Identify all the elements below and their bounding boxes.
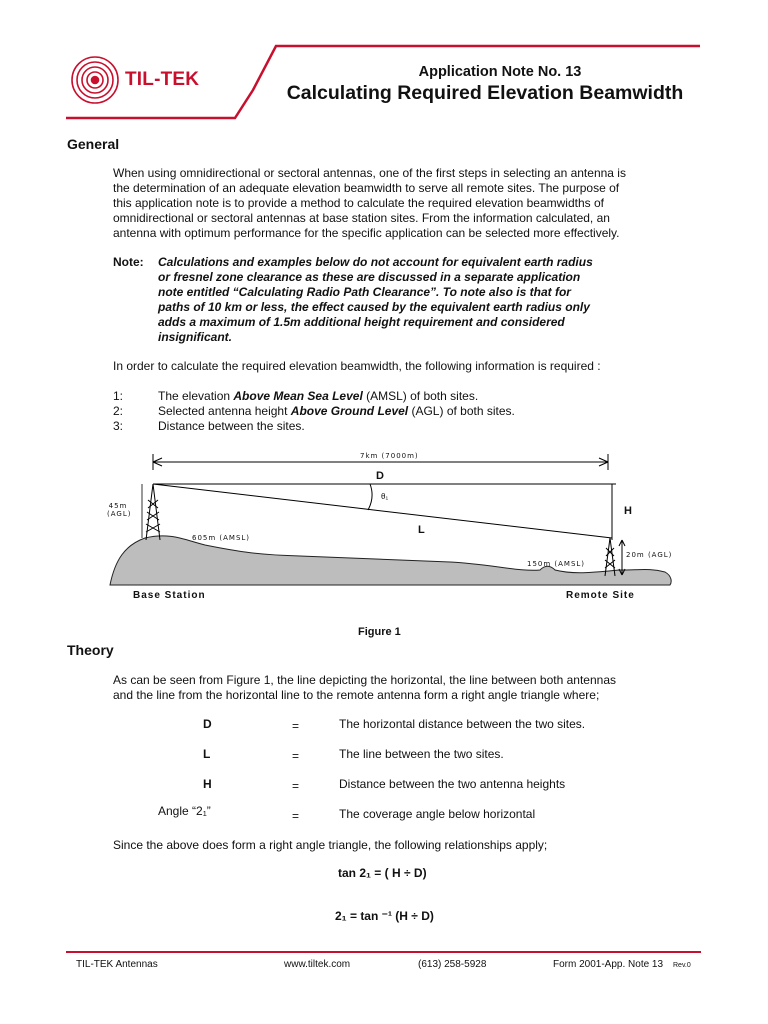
base-tower-icon: [146, 484, 160, 540]
remote-amsl-label: 150m (AMSL): [527, 560, 586, 568]
def-text: The horizontal distance between the two sites.: [339, 717, 586, 731]
general-paragraph: When using omnidirectional or sectoral antennas, one of the first steps in selecting an antenna is the determination of an adequate elevation beamwidth to serve all remote sites. The purpose of this application note is to provide a method to calculate the required elevation beamwidths of omnidirectional or sectoral antennas at base station sites. From the information calculated, an antenna with optimum performance for the specific application can be selected more effectively.: [113, 166, 626, 240]
figure-1-diagram: [0, 440, 768, 620]
list-item: The elevation Above Mean Sea Level (AMSL) of both sites.: [158, 389, 479, 403]
def-equals: =: [292, 719, 300, 733]
def-symbol-d: D: [203, 717, 212, 731]
list-number: 3:: [113, 419, 124, 433]
theory-paragraph: As can be seen from Figure 1, the line depicting the horizontal, the line between both antennas and the line from the horizontal line to the remote antenna form a right angle triangle where;: [113, 673, 616, 702]
def-symbol-h: H: [203, 777, 212, 791]
def-symbol-angle: Angle “2₁”: [158, 804, 211, 818]
footer-company: TIL-TEK Antennas: [76, 959, 158, 970]
brand-name: TIL-TEK: [125, 69, 200, 90]
general-heading: General: [67, 136, 120, 152]
label-d: D: [376, 470, 384, 482]
remote-agl-label: 20m (AGL): [626, 551, 673, 559]
def-equals: =: [292, 749, 300, 763]
remote-site-label: Remote Site: [566, 590, 635, 601]
requirements-intro: In order to calculate the required elevation beamwidth, the following information is required :: [113, 359, 601, 373]
distance-label: 7km (7000m): [360, 452, 419, 460]
terrain-profile: [110, 536, 671, 585]
footer-revision: Rev.0: [673, 962, 691, 969]
base-amsl-label: 605m (AMSL): [192, 534, 251, 542]
tiltek-logo-icon: [72, 57, 118, 103]
list-item: Selected antenna height Above Ground Level (AGL) of both sites.: [158, 404, 515, 418]
footer-website-link[interactable]: www.tiltek.com: [284, 959, 351, 970]
list-number: 2:: [113, 404, 124, 418]
list-number: 1:: [113, 389, 124, 403]
def-text: The coverage angle below horizontal: [339, 807, 536, 821]
def-text: The line between the two sites.: [339, 747, 504, 761]
base-agl-label: 45m (AGL): [107, 502, 132, 518]
base-station-label: Base Station: [133, 590, 206, 601]
label-h: H: [624, 505, 632, 517]
list-item: Distance between the sites.: [158, 419, 305, 433]
formula-arctan: 2₁ = tan ⁻¹ (H ÷ D): [335, 909, 434, 923]
note-label: Note:: [113, 255, 144, 269]
note-text: Calculations and examples below do not account for equivalent earth radius or fresnel zone clearance as these are discussed in a separate application note entitled “Calculating Radio Path Clearance”. To note also is that for paths of 10 km or less, the effect caused by the equivalent earth radius only adds a maximum of 1.5m additional height requirement and considered insignificant.: [158, 255, 593, 344]
def-symbol-l: L: [203, 747, 211, 761]
footer-form-number: Form 2001-App. Note 13: [553, 959, 664, 970]
since-text: Since the above does form a right angle triangle, the following relationships apply;: [113, 838, 548, 852]
page-title: Calculating Required Elevation Beamwidth: [286, 82, 684, 104]
label-theta: θ₁: [381, 492, 389, 501]
app-note-number: Application Note No. 13: [418, 64, 582, 80]
footer-phone: (613) 258-5928: [418, 959, 487, 970]
theory-heading: Theory: [67, 642, 114, 658]
def-text: Distance between the two antenna heights: [339, 777, 566, 791]
def-equals: =: [292, 809, 300, 823]
footer-rule: [66, 951, 701, 953]
label-l: L: [418, 524, 425, 536]
angle-arc: [368, 484, 372, 510]
figure-caption: Figure 1: [358, 626, 401, 638]
def-equals: =: [292, 779, 300, 793]
formula-tan: tan 2₁ = ( H ÷ D): [338, 866, 427, 880]
